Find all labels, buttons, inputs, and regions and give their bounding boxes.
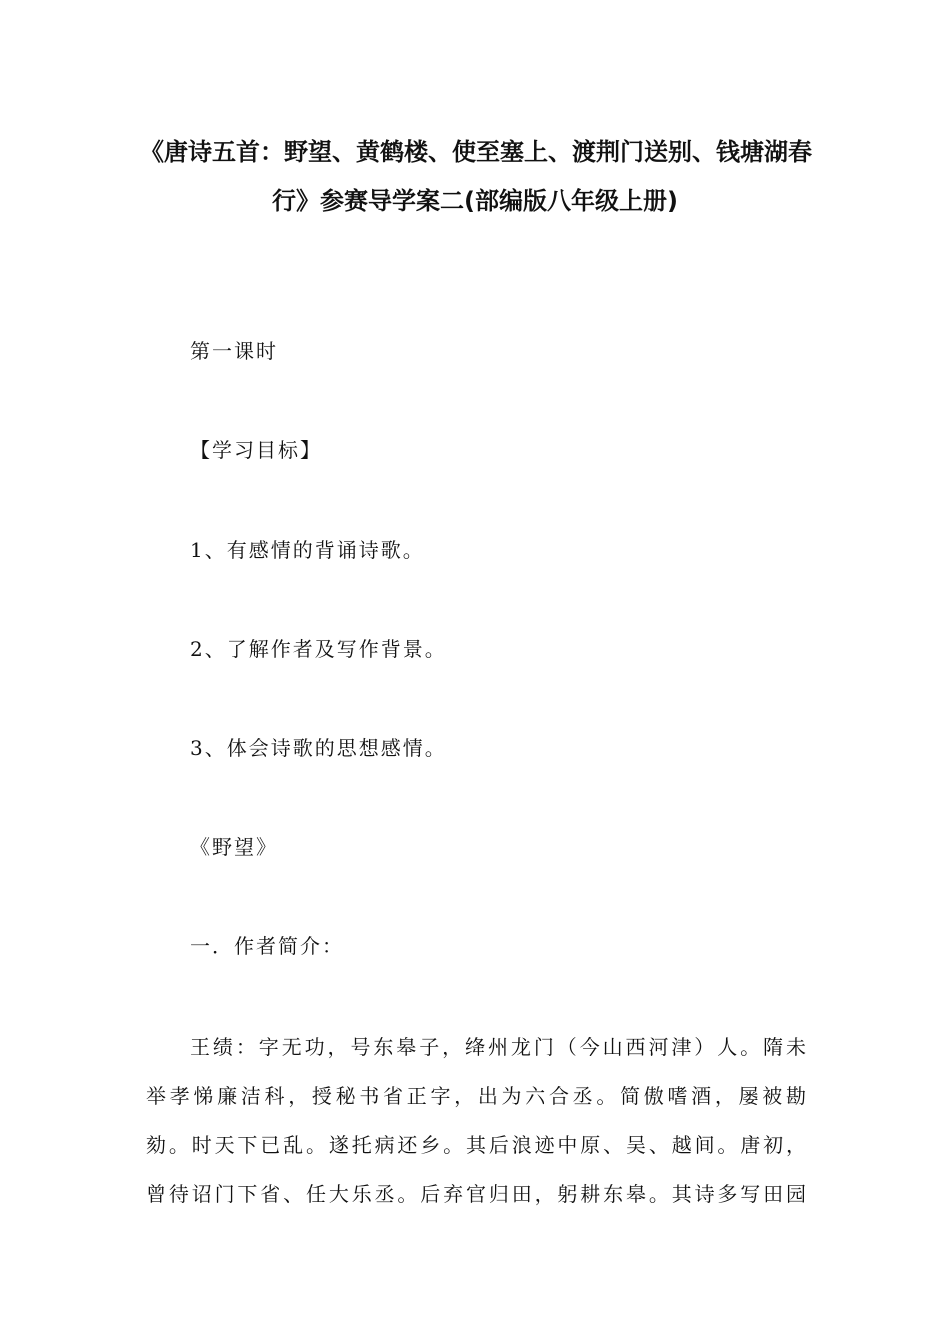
author-bio-line: 王绩：字无功，号东皋子，绛州龙门（今山西河津）人。隋未 [190,1035,806,1059]
objective-item: 2、了解作者及写作背景。 [190,637,447,661]
objective-item: 3、体会诗歌的思想感情。 [190,736,447,760]
author-bio-line: 曾待诏门下省、任大乐丞。后弃官归田，躬耕东皋。其诗多写田园 [146,1182,806,1206]
objectives-heading: 【学习目标】 [190,438,322,462]
objective-item: 1、有感情的背诵诗歌。 [190,538,425,562]
document-title-line-2: 行》参赛导学案二(部编版八年级上册) [272,187,678,215]
document-title-line-1: 《唐诗五首：野望、黄鹤楼、使至塞上、渡荆门送别、钱塘湖春 [140,138,812,166]
poem-title: 《野望》 [190,835,278,859]
author-bio-line: 举孝悌廉洁科，授秘书省正字，出为六合丞。简傲嗜酒，屡被勘 [146,1084,806,1108]
section-heading: 一．作者简介： [190,934,344,958]
author-bio-line: 劾。时天下已乱。遂托病还乡。其后浪迹中原、吴、越间。唐初， [146,1133,806,1157]
lesson-label: 第一课时 [190,339,278,363]
